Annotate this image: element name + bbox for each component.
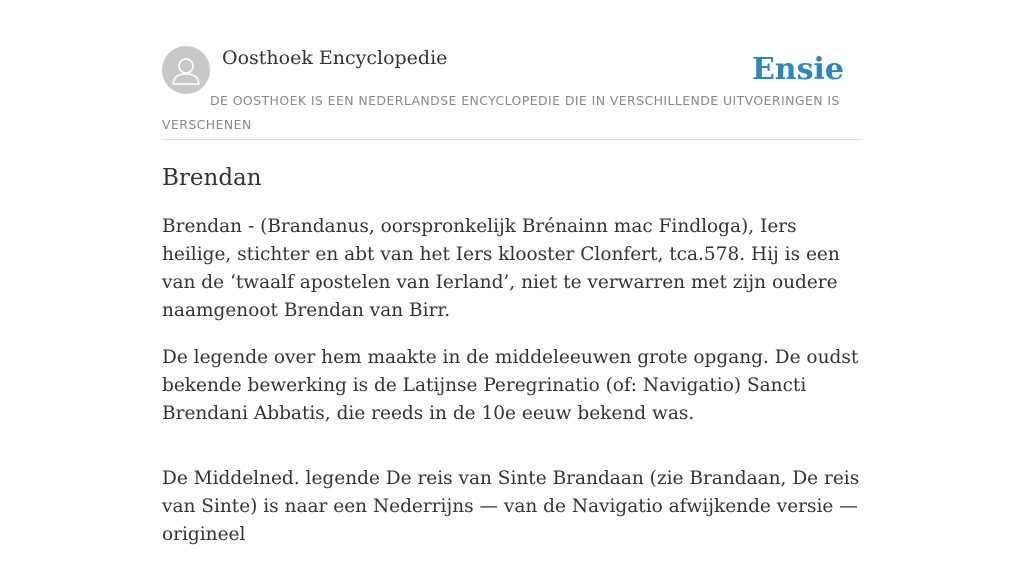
article-paragraph: De Middelned. legende De reis van Sinte Brandaan (zie Brandaan, De reis van Sinte) is naar een Nederrijns — van de Navigatio afwijkende versie — origineel bbox=[162, 468, 860, 545]
avatar[interactable] bbox=[162, 46, 210, 94]
site-title[interactable]: Oosthoek Encyclopedie bbox=[222, 47, 448, 69]
site-header bbox=[162, 46, 862, 140]
site-tagline: DE OOSTHOEK IS EEN NEDERLANDSE ENCYCLOPEDIE DIE IN VERSCHILLENDE UITVOERINGEN IS VERSCHENEN bbox=[162, 93, 840, 132]
article bbox=[162, 160, 862, 568]
article-paragraph: De legende over hem maakte in de middeleeuwen grote opgang. De oudst bekende bewerking is de Latijnse Peregrinatio (of: Navigatio) Sancti Brendani Abbatis, die reeds in de 10e eeuw bekend was. bbox=[162, 347, 859, 424]
ensie-logo[interactable]: Ensie bbox=[751, 52, 844, 87]
article-title: Brendan bbox=[162, 165, 262, 191]
article-paragraph: Brendan - (Brandanus, oorspronkelijk Brénainn mac Findloga), Iers heilige, stichter en abt van het Iers klooster Clonfert, tca.578. Hij is een van de ‘twaalf apostelen van Ierland’, niet te verwarren met zijn oudere naamgenoot Brendan van Birr. bbox=[162, 216, 840, 321]
user-icon bbox=[162, 46, 210, 94]
